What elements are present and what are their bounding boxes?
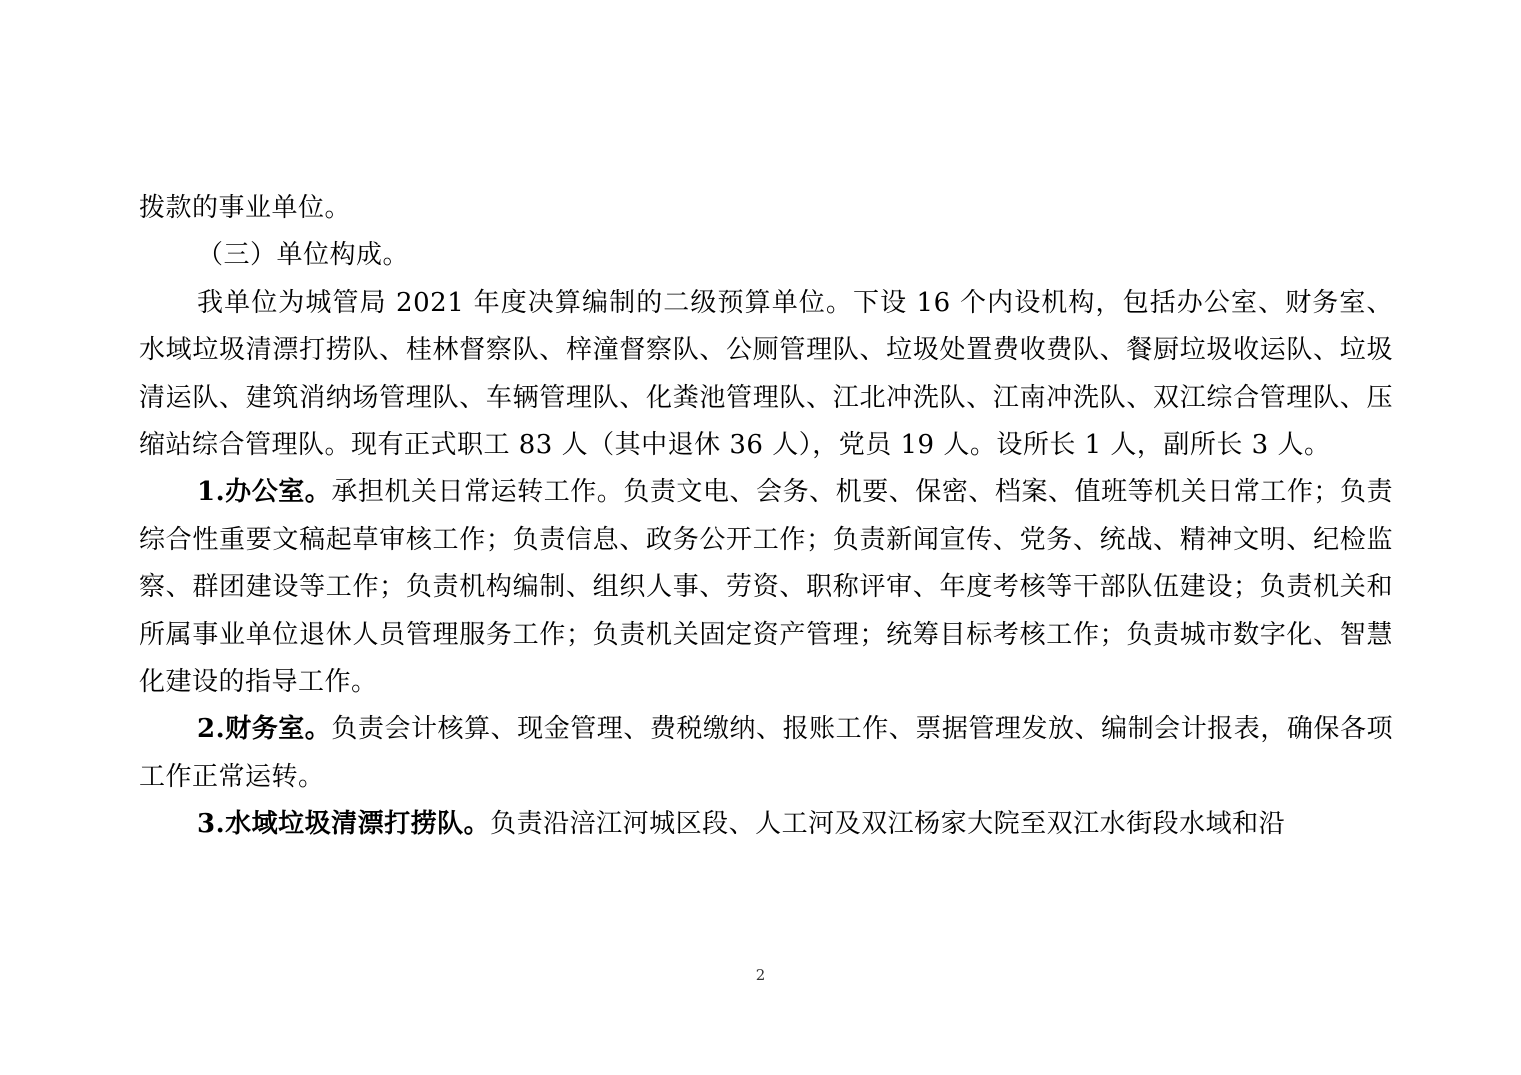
item-heading-water-team: 3.水域垃圾清漂打捞队。: [197, 809, 491, 840]
paragraph-text: 负责沿涪江河城区段、人工河及双江杨家大院至双江水街段水域和沿: [490, 809, 1286, 840]
section-heading-text: （三）单位构成。: [197, 240, 410, 271]
paragraph-water-team: [139, 801, 1393, 848]
paragraph-unit-composition: [139, 280, 1393, 470]
section-heading-unit-composition: [139, 232, 1393, 279]
paragraph-text: 拨款的事业单位。: [139, 193, 352, 223]
item-heading-finance: 2.财务室。: [197, 714, 332, 745]
paragraph-text: 我单位为城管局 2021 年度决算编制的二级预算单位。下设 16 个内设机构，包括办公室、财务室、水域垃圾清漂打捞队、桂林督察队、梓潼督察队、公厕管理队、垃圾处置费收费队、餐厨垃圾收运队、垃圾清运队、建筑消纳场管理队、车辆管理队、化粪池管理队、江北冲洗队、江南冲洗队、双江综合管理队、压缩站综合管理队。现有正式职工 83 人（其中退休 36 人），党员 19 人。设所长 1 人，副所长 3 人。: [139, 287, 1393, 461]
item-heading-office: 1.办公室。: [197, 477, 332, 508]
page-number: 2: [755, 966, 766, 984]
paragraph-text: 承担机关日常运转工作。负责文电、会务、机要、保密、档案、值班等机关日常工作；负责综合性重要文稿起草审核工作；负责信息、政务公开工作；负责新闻宣传、党务、统战、精神文明、纪检监察、群团建设等工作；负责机构编制、组织人事、劳资、职称评审、年度考核等干部队伍建设；负责机关和所属事业单位退休人员管理服务工作；负责机关固定资产管理；统筹目标考核工作；负责城市数字化、智慧化建设的指导工作。: [139, 477, 1393, 698]
paragraph-office: [139, 469, 1393, 706]
document-body: [139, 185, 1393, 849]
paragraph-finance: [139, 706, 1393, 801]
paragraph-continuation: [139, 185, 1393, 232]
paragraph-text: 负责会计核算、现金管理、费税缴纳、报账工作、票据管理发放、编制会计报表，确保各项工作正常运转。: [139, 714, 1393, 792]
